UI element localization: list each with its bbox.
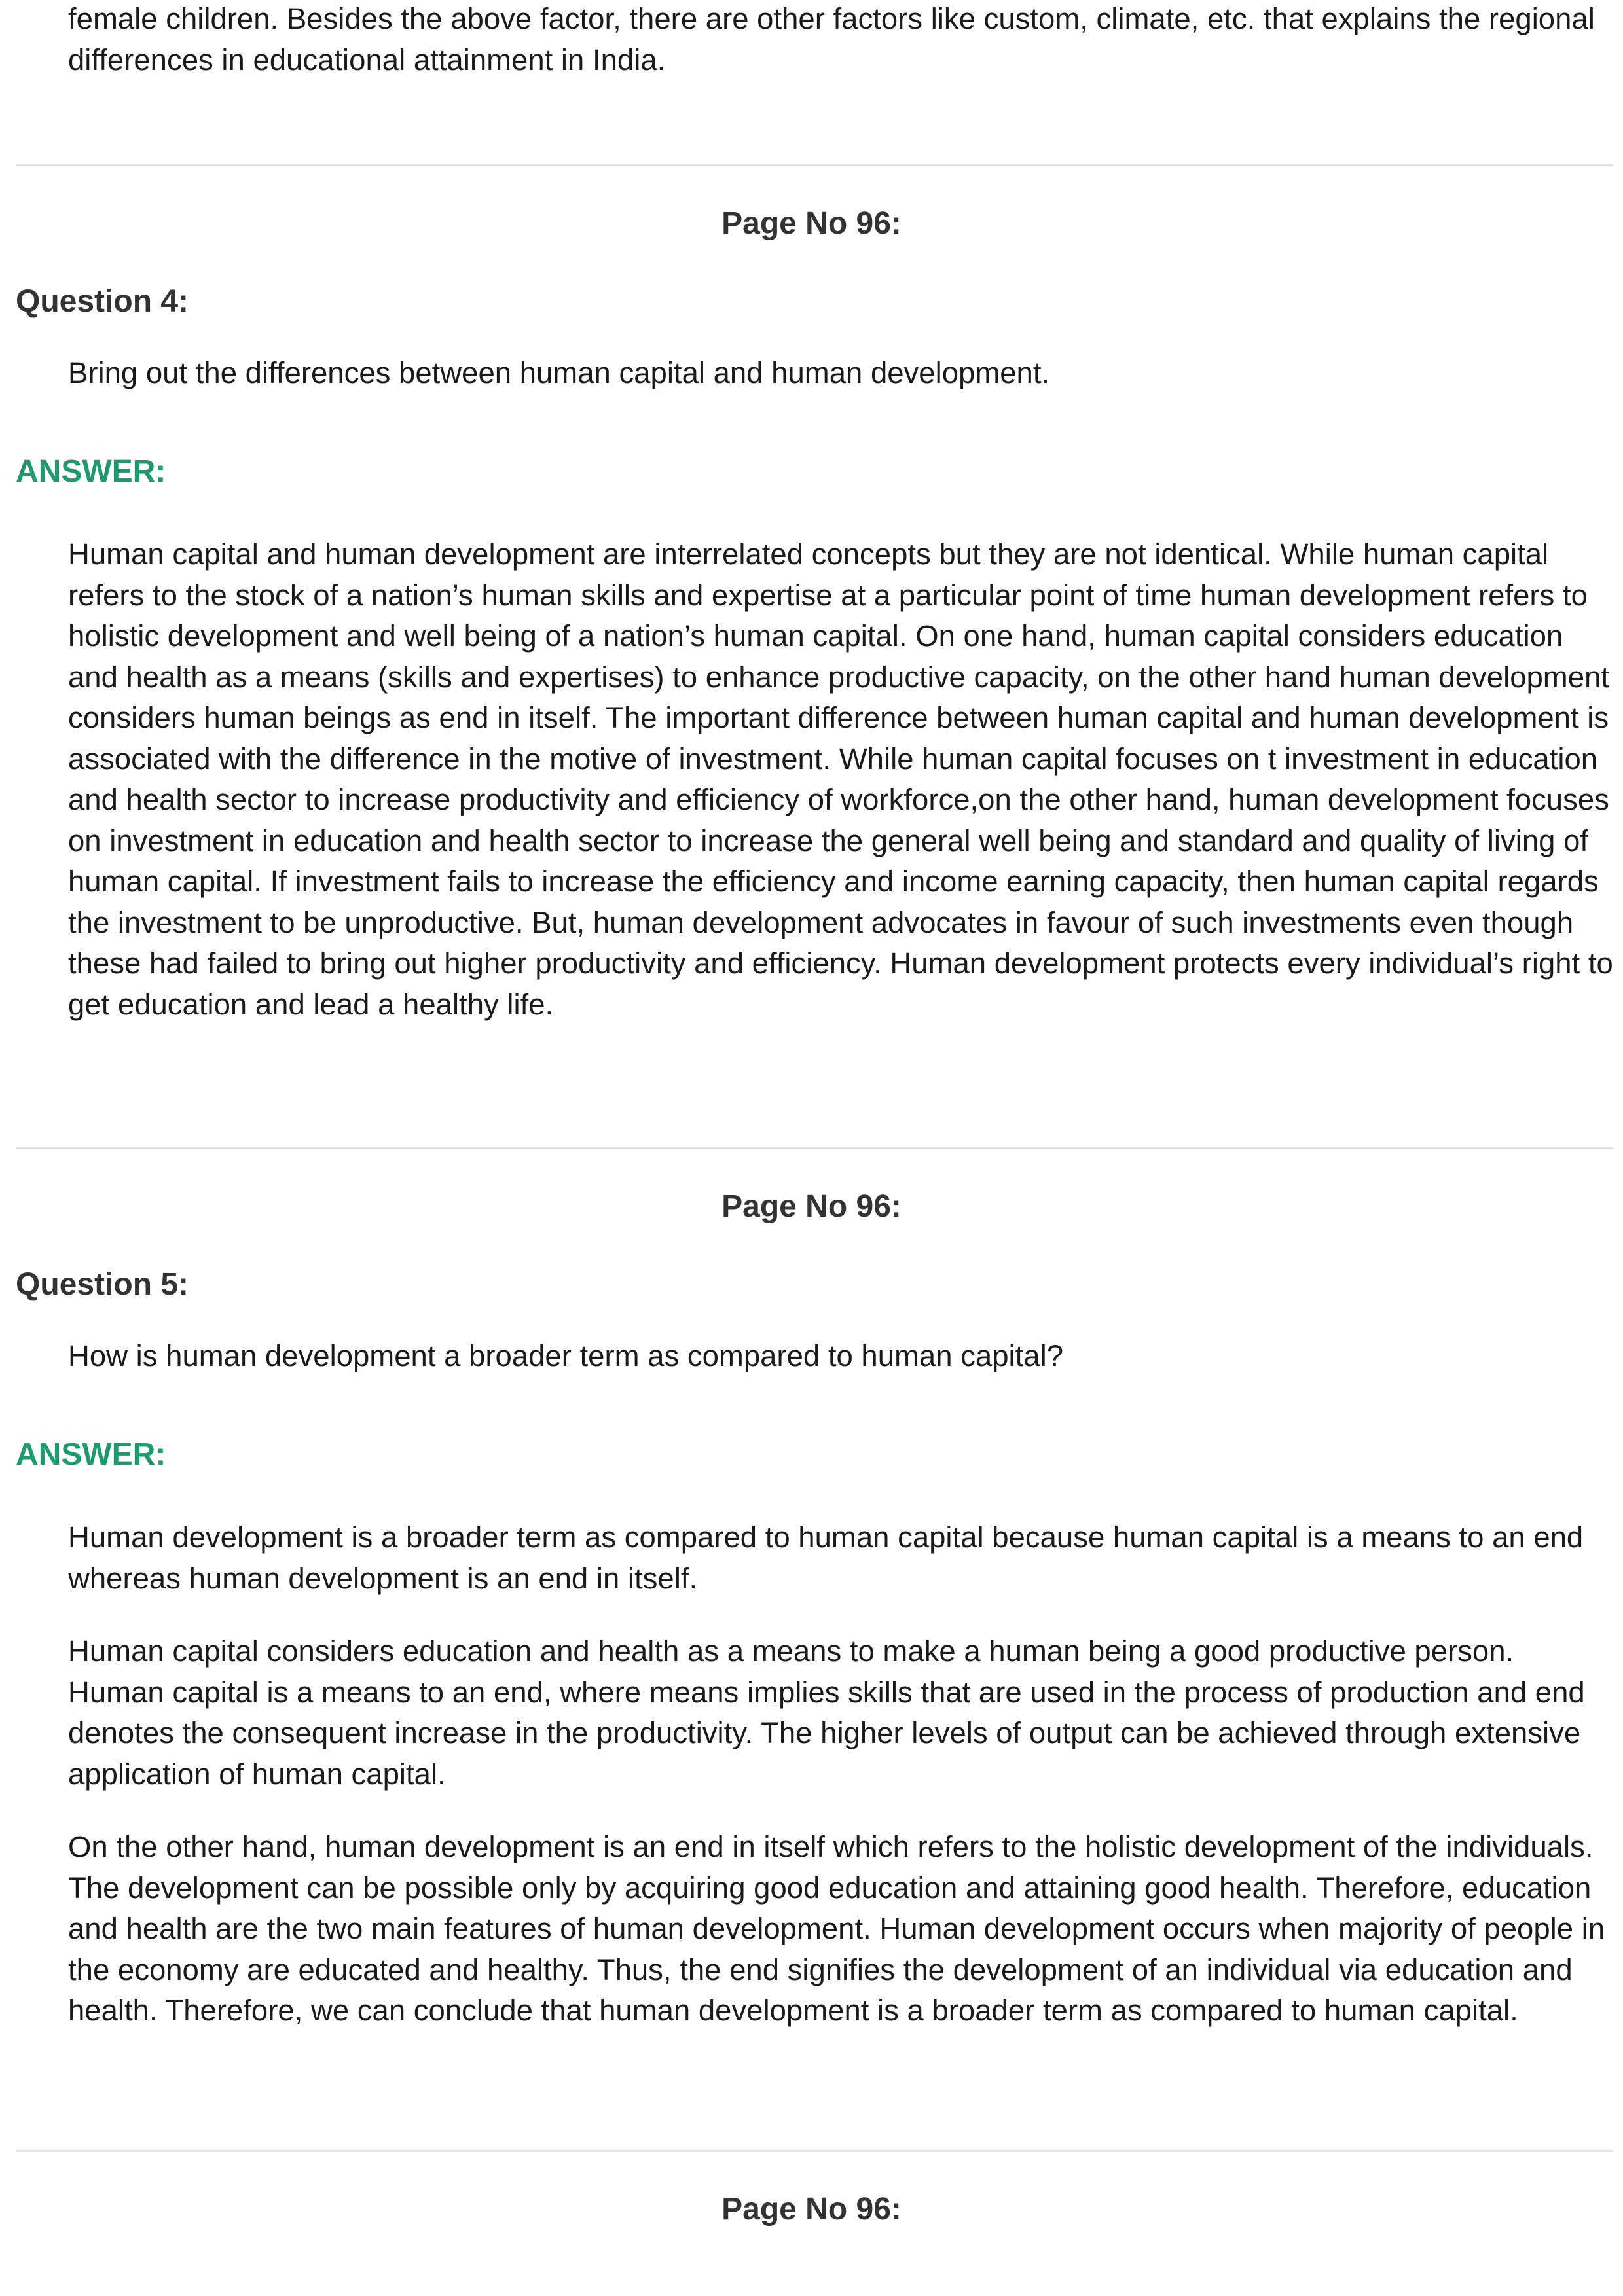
answer-paragraph: Human development is a broader term as compared to human capital because human capital is a means to an end whereas human development is an end in itself. <box>68 1520 1584 1595</box>
section-divider <box>16 1147 1613 1149</box>
page-number-heading: Page No 96: <box>721 206 902 241</box>
page-number-heading: Page No 96: <box>721 2192 902 2227</box>
answer-paragraph: Human capital and human development are interrelated concepts but they are not identical. While human capital refers to the stock of a nation’s human skills and expertise at a particular point of time human development refers to holistic development and well being of a nation’s human capital. On one hand, human capital considers education and health as a means (skills and expertises) to enhance productive capacity, on the other hand human development considers human beings as end in itself. The important difference between human capital and human development is associated with the difference in the motive of investment. While human capital focuses on t investment in education and health sector to increase productivity and efficiency of workforce,on the other hand, human development focuses on investment in education and health sector to increase the general well being and standard and quality of living of human capital. If investment fails to increase the efficiency and income earning capacity, then human capital regards the investment to be unproductive. But, human development advocates in favour of such investments even though these had failed to bring out higher productivity and efficiency. Human development protects every individual’s right to get education and lead a healthy life. <box>68 537 1613 1021</box>
section-divider <box>16 2150 1613 2152</box>
question-label: Question 5: <box>16 1267 189 1302</box>
question-label: Question 4: <box>16 284 189 319</box>
answer-paragraph: On the other hand, human development is an end in itself which refers to the holistic development of the individuals. The development can be possible only by acquiring good education and attaining good health. Therefore, education and health are the two main features of human development. Human development occurs when majority of people in the economy are educated and healthy. Thus, the end signifies the development of an individual via education and health. Therefore, we can conclude that human development is a broader term as compared to human capital. <box>68 1830 1605 2027</box>
answer-label: ANSWER: <box>16 454 166 489</box>
question-text: Bring out the differences between human capital and human development. <box>68 356 1050 389</box>
page-number-heading: Page No 96: <box>721 1189 902 1224</box>
section-divider <box>16 164 1613 166</box>
intro-paragraph: female children. Besides the above factor, there are other factors like custom, climate, etc. that explains the regional differences in educational attainment in India. <box>68 2 1595 77</box>
answer-label: ANSWER: <box>16 1437 166 1472</box>
question-text: How is human development a broader term as compared to human capital? <box>68 1339 1064 1372</box>
answer-paragraph: Human capital considers education and health as a means to make a human being a good productive person. Human capital is a means to an end, where means implies skills that are used in the process of production and end denotes the consequent increase in the productivity. The higher levels of output can be achieved through extensive application of human capital. <box>68 1634 1585 1791</box>
